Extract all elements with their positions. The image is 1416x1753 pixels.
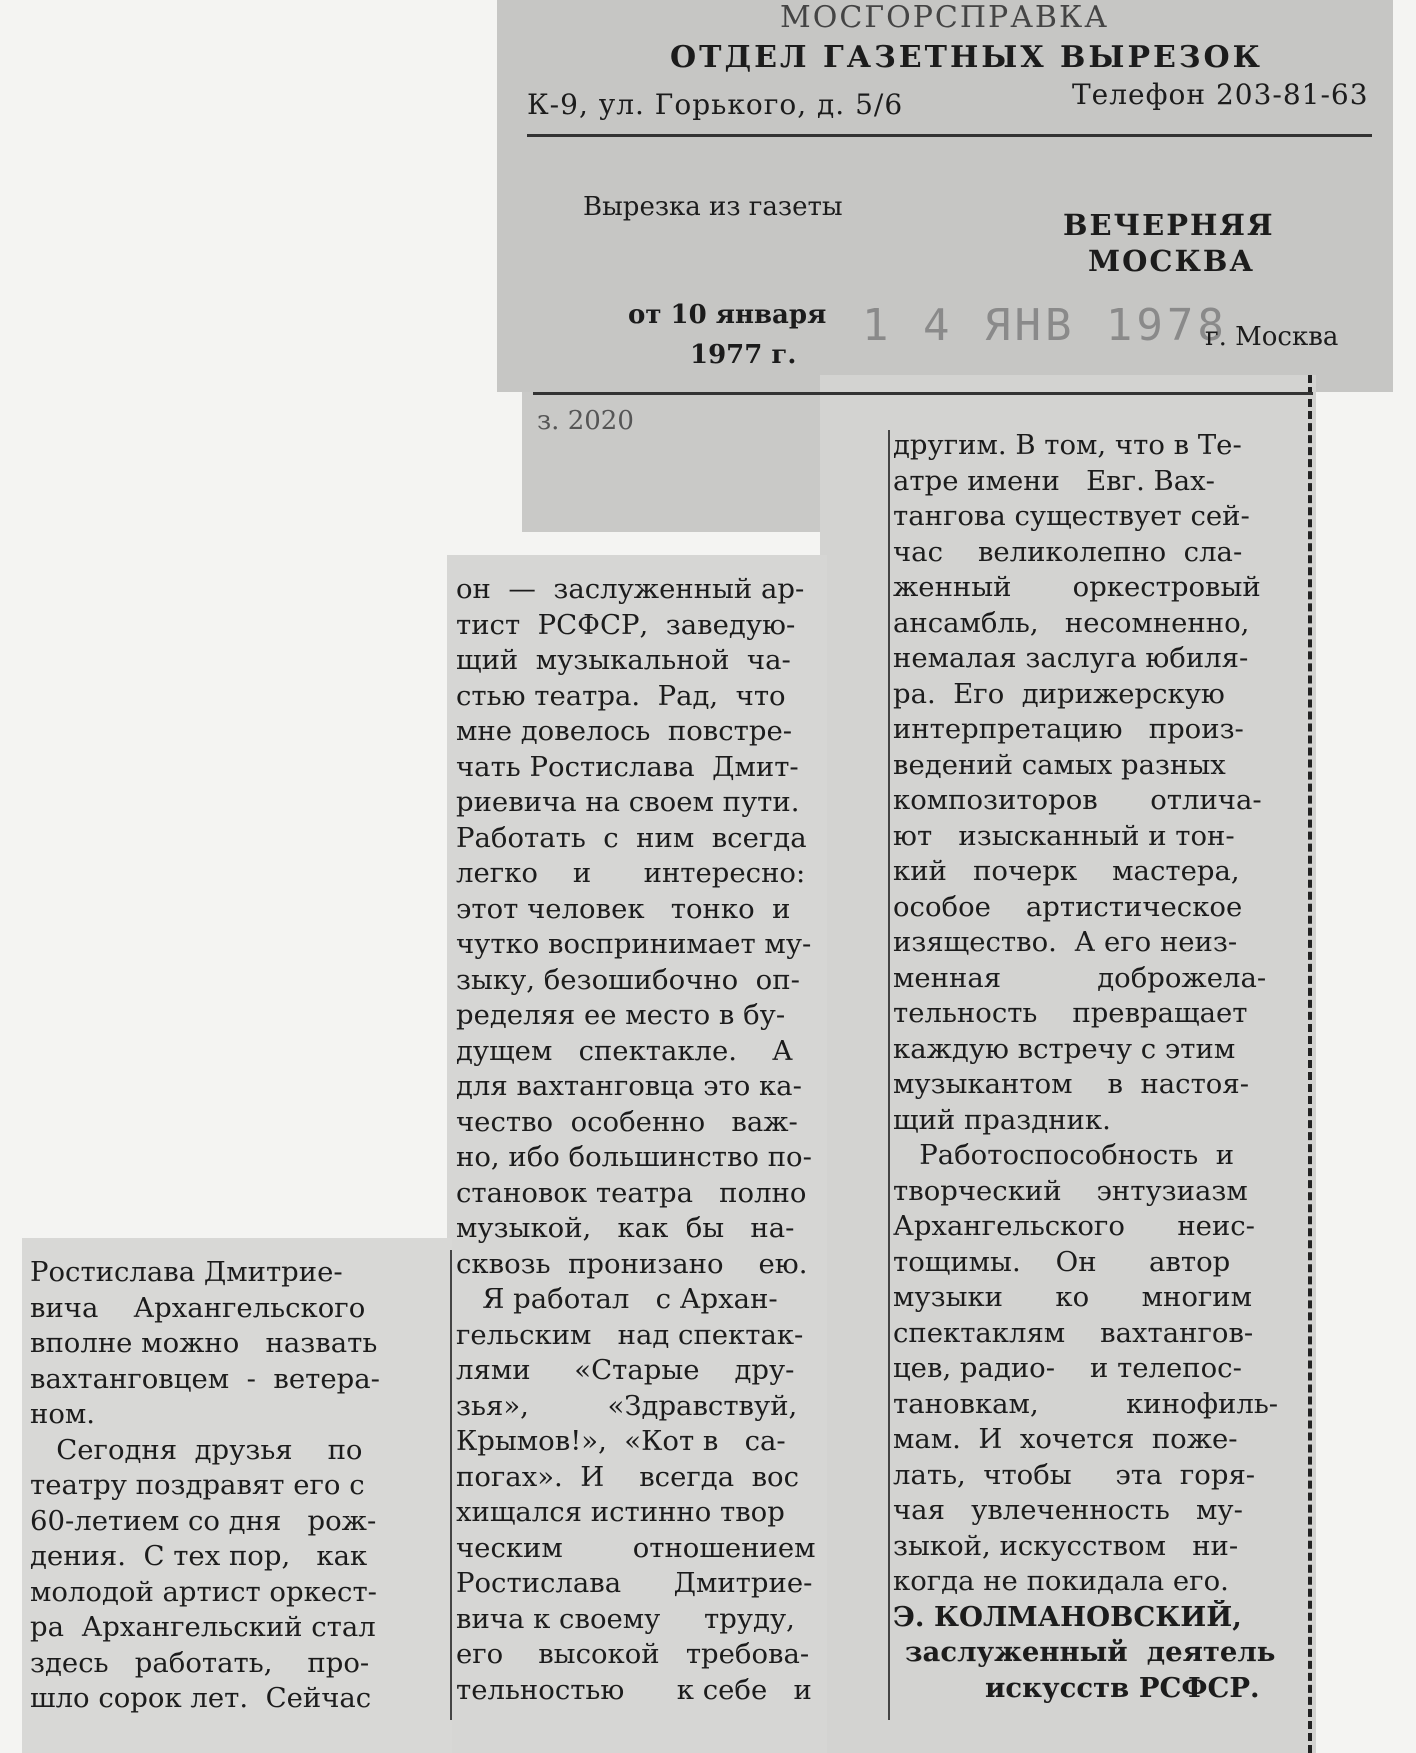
article-line: час великолепно сла- <box>893 535 1243 568</box>
article-line: Я работал с Архан- <box>456 1283 778 1315</box>
article-line: кий почерк мастера, <box>893 855 1240 887</box>
article-line: тановкам, кинофиль- <box>893 1387 1279 1420</box>
article-line: его высокой требова- <box>456 1638 810 1670</box>
article-line: погах». И всегда вос <box>456 1460 800 1493</box>
article-line: композиторов отлича- <box>893 784 1262 816</box>
newspaper-name-line1: ВЕЧЕРНЯЯ <box>1063 208 1275 242</box>
clipping-label: Вырезка из газеты <box>583 192 843 222</box>
column-separator-1-2 <box>450 1250 452 1720</box>
article-line: Сегодня друзья по <box>30 1433 363 1466</box>
article-line: цев, радио- и телепос- <box>893 1352 1242 1384</box>
article-line: чество особенно важ- <box>456 1105 798 1138</box>
article-line: тангова существует сей- <box>893 500 1250 532</box>
issue-date-line1: от 10 января <box>628 300 827 330</box>
article-line: тощимы. Он автор <box>893 1245 1231 1278</box>
article-line: ра Архангельский стал <box>30 1611 376 1643</box>
bureau-phone: Телефон 203-81-63 <box>1072 78 1369 111</box>
article-line: этот человек тонко и <box>456 892 791 925</box>
article-line: другим. В том, что в Те- <box>893 429 1242 461</box>
article-line: хищался истинно твор <box>456 1496 785 1528</box>
article-line: дущем спектакле. А <box>456 1034 793 1067</box>
column-separator-2-3 <box>888 430 890 1720</box>
article-line: музыкой, как бы на- <box>456 1212 795 1244</box>
article-column-3 <box>893 428 1313 1706</box>
newspaper-name-line2: МОСКВА <box>1088 244 1255 278</box>
article-line: тист РСФСР, заведую- <box>456 608 796 641</box>
article-line: но, ибо большинство по- <box>456 1141 812 1173</box>
article-line: щий праздник. <box>893 1103 1111 1136</box>
author-title-line1: заслуженный деятель <box>905 1636 1276 1668</box>
article-line: ют изысканный и тон- <box>893 819 1235 852</box>
order-number: з. 2020 <box>537 406 634 436</box>
article-line: музыки ко многим <box>893 1281 1253 1313</box>
article-line: изящество. А его неиз- <box>893 926 1238 958</box>
article-line: театру поздравят его с <box>30 1469 365 1501</box>
author-name: Э. КОЛМАНОВСКИЙ, <box>893 1600 1242 1633</box>
article-line: интерпретацию произ- <box>893 713 1244 745</box>
article-line: он — заслуженный ар- <box>456 573 805 605</box>
article-line: мне довелось повстре- <box>456 715 793 747</box>
article-line: Архангельского неис- <box>893 1210 1255 1242</box>
article-line: спектаклям вахтангов- <box>893 1316 1254 1349</box>
article-line: ческим отношением <box>456 1531 816 1564</box>
article-line: ведений самых разных <box>893 748 1226 781</box>
article-line: лями «Старые дру- <box>456 1354 795 1386</box>
article-line: тельность превращает <box>893 997 1248 1029</box>
article-line: зыку, безошибочно оп- <box>456 963 800 996</box>
article-line: 60-летием со дня рож- <box>30 1504 377 1537</box>
header-divider <box>527 134 1372 137</box>
article-line: немалая заслуга юбиля- <box>893 642 1249 674</box>
article-line: Работоспособность и <box>893 1139 1235 1171</box>
article-line: шло сорок лет. Сейчас <box>30 1682 372 1714</box>
article-line: гельским над спектак- <box>456 1318 804 1351</box>
article-line: атре имени Евг. Вах- <box>893 464 1215 497</box>
article-column-1 <box>30 1255 448 1717</box>
article-line: Ростислава Дмитрие- <box>30 1256 343 1288</box>
author-title-line2: искусств РСФСР. <box>985 1671 1260 1704</box>
issue-date-line2: 1977 г. <box>690 340 797 370</box>
bureau-name: МОСГОРСПРАВКА <box>780 0 1109 35</box>
article-line: становок театра полно <box>456 1176 807 1209</box>
article-line: Работать с ним всегда <box>456 821 807 854</box>
article-line: сквозь пронизано ею. <box>456 1247 808 1280</box>
article-line: для вахтанговца это ка- <box>456 1070 802 1102</box>
city-label: г. Москва <box>1205 322 1339 352</box>
article-line: тельностью к себе и <box>456 1673 812 1706</box>
article-line: вполне можно назвать <box>30 1327 378 1359</box>
stamp-bottom-rule <box>533 392 1313 395</box>
article-line: дения. С тех пор, как <box>30 1540 368 1572</box>
article-line: каждую встречу с этим <box>893 1032 1236 1065</box>
article-line: чутко воспринимает му- <box>456 928 812 960</box>
article-line: Ростислава Дмитрие- <box>456 1567 813 1599</box>
article-line: вича Архангельского <box>30 1291 366 1324</box>
article-line: чая увлеченность му- <box>893 1494 1243 1526</box>
article-line: вахтанговцем - ветера- <box>30 1362 380 1395</box>
article-line: молодой артист оркест- <box>30 1575 377 1608</box>
department-name: ОТДЕЛ ГАЗЕТНЫХ ВЫРЕЗОК <box>670 40 1263 75</box>
article-line: ном. <box>30 1398 96 1430</box>
article-line: щий музыкальной ча- <box>456 644 791 676</box>
article-line: ансамбль, несомненно, <box>893 606 1250 639</box>
article-line: вича к своему труду, <box>456 1602 795 1635</box>
article-line: когда не покидала его. <box>893 1565 1229 1597</box>
bureau-address: К-9, ул. Горького, д. 5/6 <box>527 88 904 121</box>
article-line: менная доброжела- <box>893 961 1267 994</box>
article-line: зья», «Здравствуй, <box>456 1389 798 1422</box>
article-line: легко и интересно: <box>456 857 806 889</box>
article-line: женный оркестровый <box>893 571 1261 603</box>
article-line: творческий энтузиазм <box>893 1174 1248 1207</box>
article-line: музыкантом в настоя- <box>893 1068 1249 1100</box>
article-line: зыкой, искусством ни- <box>893 1529 1239 1562</box>
article-line: риевича на своем пути. <box>456 786 800 818</box>
article-line: ра. Его дирижерскую <box>893 677 1225 710</box>
article-line: мам. И хочется поже- <box>893 1423 1238 1455</box>
article-line: здесь работать, про- <box>30 1646 370 1679</box>
article-line: чать Ростислава Дмит- <box>456 750 799 783</box>
article-line: лать, чтобы эта горя- <box>893 1458 1256 1491</box>
article-column-2 <box>456 572 884 1708</box>
article-line: стью театра. Рад, что <box>456 679 786 712</box>
article-line: Крымов!», «Кот в са- <box>456 1425 786 1457</box>
article-line: особое артистическое <box>893 890 1243 923</box>
received-date-stamp: 1 4 ЯНВ 1978 <box>862 300 1228 351</box>
article-line: ределяя ее место в бу- <box>456 999 786 1031</box>
